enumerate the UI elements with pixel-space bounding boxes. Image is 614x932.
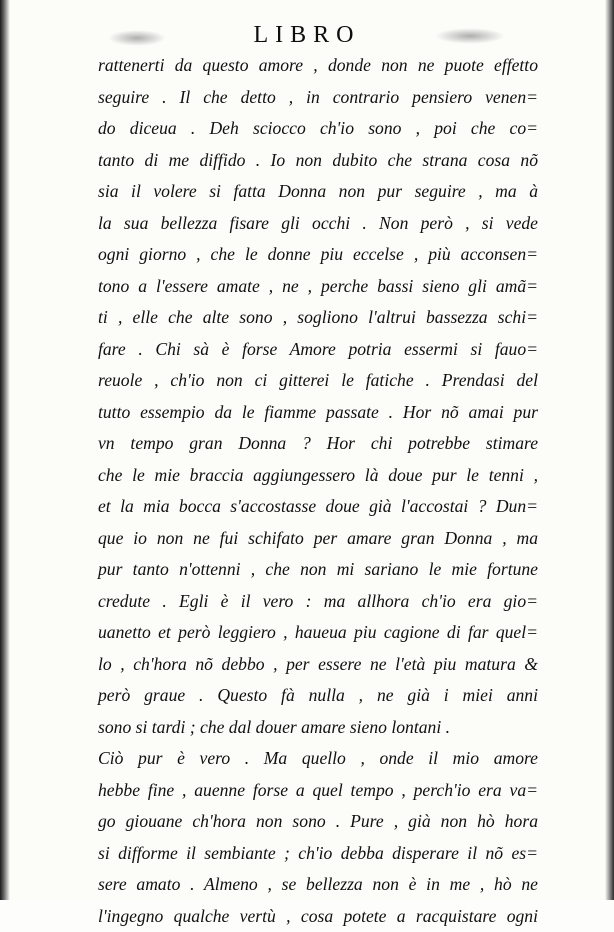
text-line: però graue . Questo fà nulla , ne già i miei anni [98,680,538,712]
text-line: tono a l'essere amate , ne , perche bassi sieno gli amã= [98,271,538,303]
running-header: LIBRO [0,22,614,49]
body-text [98,50,538,932]
text-line: Ciò pur è vero . Ma quello , onde il mio amore [98,743,538,775]
text-line: la sua bellezza fisare gli occhi . Non però , si vede [98,208,538,240]
text-line: uanetto et però leggiero , haueua piu cagione di far quel= [98,617,538,649]
text-line: et la mia bocca s'accostasse doue già l'accostai ? Dun= [98,491,538,523]
text-line: credute . Egli è il vero : ma allhora ch'io era gio= [98,586,538,618]
text-line: lo , ch'hora nõ debbo , per essere ne l'età piu matura & [98,649,538,681]
text-line: do diceua . Deh sciocco ch'io sono , poi che co= [98,113,538,145]
text-line: go giouane ch'hora non sono . Pure , già non hò hora [98,806,538,838]
page-edge-right [605,0,614,900]
text-line: fare . Chi sà è forse Amore potria essermi si fauo= [98,334,538,366]
text-line: que io non ne fui schifato per amare gran Donna , ma [98,523,538,555]
text-line: tanto di me diffido . Io non dubito che strana cosa nõ [98,145,538,177]
text-line: sono si tardi ; che dal douer amare sieno lontani . [98,712,538,744]
text-line: si difforme il sembiante ; ch'io debba disperare il nõ es= [98,838,538,870]
text-line: tutto essempio da le fiamme passate . Hor nõ amai pur [98,397,538,429]
text-line: pur tanto n'ottenni , che non mi sariano le mie fortune [98,554,538,586]
text-line: che le mie braccia aggiungessero là doue pur le tenni , [98,460,538,492]
text-line: ogni giorno , che le donne piu eccelse , più acconsen= [98,239,538,271]
text-line: sia il volere si fatta Donna non pur seguire , ma à [98,176,538,208]
text-line: hebbe fine , auenne forse a quel tempo , perch'io era va= [98,775,538,807]
text-line: seguire . Il che detto , in contrario pensiero venen= [98,82,538,114]
text-line: ti , elle che alte sono , sogliono l'altrui bassezza schi= [98,302,538,334]
text-line: rattenerti da questo amore , donde non ne puote effetto [98,50,538,82]
text-line: sere amato . Almeno , se bellezza non è in me , hò ne [98,869,538,901]
page-edge-left [0,0,10,900]
text-line: vn tempo gran Donna ? Hor chi potrebbe stimare [98,428,538,460]
text-line: reuole , ch'io non ci gitterei le fatiche . Prendasi del [98,365,538,397]
text-line: l'ingegno qualche vertù , cosa potete a racquistare ogni [98,901,538,932]
